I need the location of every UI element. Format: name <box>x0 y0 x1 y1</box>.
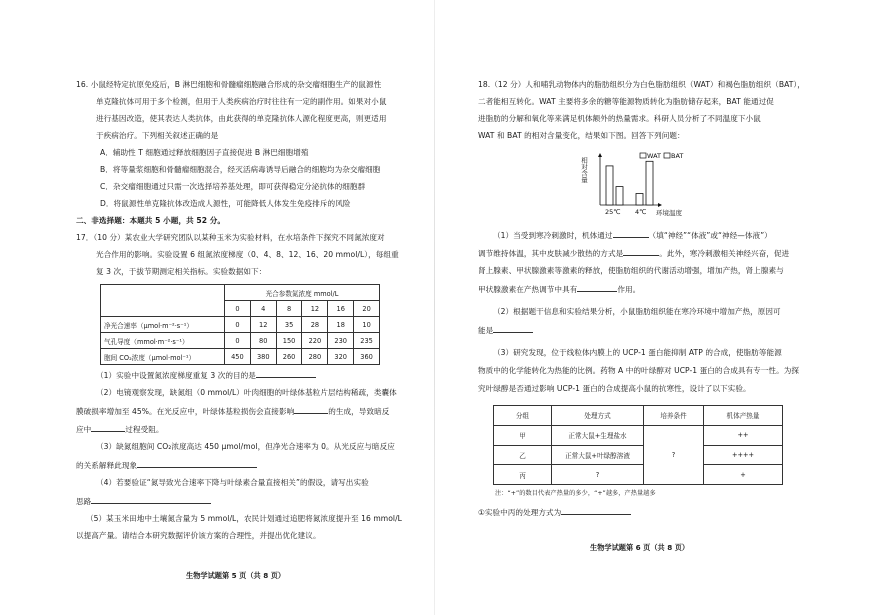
table-main-header: 光合参数氮浓度 mmol/L <box>225 285 380 301</box>
heat-cell: ++++ <box>704 445 783 465</box>
q18-text: 作用。 <box>617 285 641 294</box>
table-cell: 260 <box>276 349 302 365</box>
x-tick-label: 4℃ <box>635 208 647 216</box>
q17-text: 的关系解释此现象 <box>76 461 138 470</box>
q17-part-4: （4）若要验证“氮导致光合速率下降与叶绿素合量直接相关”的假设，请写出实验 <box>96 478 369 487</box>
answer-blank <box>137 460 257 468</box>
table-cell: 450 <box>225 349 251 365</box>
q17-intro-2: 光合作用的影响。实验设置 6 组氮浓度梯度（0、4、8、12、16、20 mmol/L），每组重 <box>96 250 399 259</box>
table-cell: 12 <box>250 317 276 333</box>
q18-part-3-cont: 物质中的化学能转化为热能的比例。药物 A 中的叶绿醇对 UCP-1 蛋白的合成具有专一性。为探 <box>478 366 800 375</box>
q17-part-2: （2）电镜观察发现，缺氮组（0 mmol/L）叶肉细胞的叶绿体基粒片层结构稀疏，类囊体 <box>96 388 397 397</box>
q16-line-1: 16. 小鼠经特定抗原免疫后，B 淋巴细胞和骨髓瘤细胞融合形成的杂交瘤细胞生产的鼠源性 <box>76 80 382 89</box>
table-cell: 0 <box>225 333 251 349</box>
q16-line-2: 单克隆抗体可用于多个检测，但用于人类疾病治疗时往往有一定的副作用。如果对小鼠 <box>96 97 387 106</box>
q18-text: （填“神经”“体液”或“神经—体液”） <box>648 231 772 240</box>
x-axis-label: 环境温度 <box>656 209 682 217</box>
q16-option-d: D．将鼠源性单克隆抗体改造成人源性，可能降低人体发生免疫排斥的风险 <box>100 199 351 208</box>
q16-option-c: C．杂交瘤细胞通过只需一次选择培养基处理，即可获得稳定分泌抗体的细胞群 <box>100 182 366 191</box>
q18-text: 。此外，寒冷刺激相关神经兴奋，促进 <box>659 249 790 258</box>
table-cell: 10 <box>354 317 380 333</box>
q17-part-3-cont <box>76 460 257 471</box>
q18-part-1-cont3 <box>478 284 640 295</box>
treatment-cell: 正常大鼠+生理盐水 <box>552 425 644 445</box>
table-cell: 28 <box>302 317 328 333</box>
table-row <box>494 465 783 485</box>
legend-swatch-wat <box>640 153 646 158</box>
legend-swatch-bat <box>664 153 670 158</box>
page-footer: 生物学试题第 5 页（共 8 页） <box>186 571 286 580</box>
table-cell: 380 <box>250 349 276 365</box>
q16-line-3: 进行基因改造，使其表达人类抗体，由此获得的单克隆抗体人源化程度更高，则更适用 <box>96 114 387 123</box>
bar-wat-1 <box>636 194 643 206</box>
row-label: 净光合速率（μmol·m⁻²·s⁻¹） <box>101 317 225 333</box>
q17-part-1-text: （1）实验中设置氮浓度梯度重复 3 次的目的是 <box>96 371 256 380</box>
q16-option-a: A．辅助性 T 细胞通过释放细胞因子直接促进 B 淋巴细胞增殖 <box>100 148 309 157</box>
column-header: 12 <box>302 301 328 317</box>
x-tick-label: 25℃ <box>605 208 621 216</box>
group-cell: 乙 <box>494 445 552 465</box>
q18-part-2-cont <box>478 325 533 336</box>
q17-part-4-cont <box>76 496 211 507</box>
q16-line-4: 于疾病治疗。下列相关叙述正确的是 <box>96 131 219 140</box>
heat-cell: + <box>704 465 783 485</box>
photosynthesis-data-table <box>100 284 380 365</box>
heat-cell: ++ <box>704 425 783 445</box>
q17-part-1 <box>96 370 316 381</box>
table-cell: 280 <box>302 349 328 365</box>
condition-cell <box>644 425 704 484</box>
x-tick-labels <box>605 208 646 216</box>
q16-option-b: B．将等量浆细胞和骨髓瘤细胞混合，经灭活病毒诱导后融合的细胞均为杂交瘤细胞 <box>100 165 381 174</box>
q18-part-1-cont2: 肾上腺素、甲状腺激素等激素的释放，使脂肪组织的代谢活动增强，增加产热，肾上腺素与 <box>478 266 784 275</box>
q17-intro-3: 复 3 次，于拔节期测定相关指标。实验数据如下： <box>96 267 267 276</box>
q17-text: 思路 <box>76 497 92 506</box>
answer-blank <box>493 325 533 333</box>
table-corner-cell <box>101 285 225 317</box>
experiment-design-table <box>493 405 783 485</box>
q18-part-1 <box>493 230 772 241</box>
table-cell: 0 <box>225 317 251 333</box>
column-header: 16 <box>328 301 354 317</box>
column-header: 4 <box>250 301 276 317</box>
condition-value: ? <box>671 450 676 459</box>
answer-blank <box>256 370 316 378</box>
y-axis-label: 相对含量 <box>580 157 588 183</box>
q17-part-3: （3）缺氮组胞间 CO₂浓度高达 450 μmol/mol，但净光合速率为 0。从光反应与暗反应 <box>96 442 395 451</box>
answer-blank <box>613 230 649 238</box>
table-row <box>101 349 380 365</box>
column-header: 处理方式 <box>552 406 644 426</box>
q18-intro-2: 二者能相互转化。WAT 主要将多余的糖等能源物质转化为脂肪储存起来，BAT 能通过促 <box>478 97 774 106</box>
table-cell: 235 <box>354 333 380 349</box>
answer-blank <box>577 284 617 292</box>
q17-text: 的生成，导致暗反 <box>328 407 390 416</box>
table-cell: 220 <box>302 333 328 349</box>
table-row <box>494 425 783 445</box>
q18-text: 调节维持体温，其中皮肤减少散热的方式是 <box>478 249 624 258</box>
column-header: 培养条件 <box>644 406 704 426</box>
bar-bat-0 <box>616 187 623 205</box>
q18-text: ①实验中丙的处理方式为 <box>478 508 562 517</box>
q18-last-question <box>478 507 631 518</box>
q17-text: 过程受阻。 <box>125 425 164 434</box>
q18-text: 甲状腺激素在产热调节中具有 <box>478 285 578 294</box>
table-cell: 35 <box>276 317 302 333</box>
legend-label-wat: WAT <box>647 152 661 160</box>
q18-text: （1）当受到寒冷刺激时，机体通过 <box>493 231 613 240</box>
q17-intro-1: 17．（10 分）某农业大学研究团队以某种玉米为实验材料，在水培条件下探究不同氮浓度对 <box>76 233 385 242</box>
q17-part-2-cont <box>76 406 389 417</box>
chart-legend <box>640 152 683 160</box>
q17-part-5-cont: 以提高产量。请结合本研究数据评价该方案的合理性，并提出优化建议。 <box>76 531 321 540</box>
q17-part-2-end <box>76 424 164 435</box>
q18-part-2: （2）根据题干信息和实验结果分析，小鼠脂肪组织能在寒冷环境中增加产热，原因可 <box>493 307 781 316</box>
answer-blank <box>91 424 125 432</box>
column-header: 20 <box>354 301 380 317</box>
row-label: 胞间 CO₂浓度（μmol·mol⁻¹） <box>101 349 225 365</box>
answer-blank <box>561 507 631 515</box>
table-row <box>494 445 783 465</box>
q18-part-1-cont <box>478 248 789 259</box>
q18-part-3-cont2: 究叶绿醇是否通过影响 UCP-1 蛋白的合成提高小鼠的抗寒性，设计了以下实验。 <box>478 384 751 393</box>
q17-text: 应中 <box>76 425 92 434</box>
treatment-cell: ? <box>552 465 644 485</box>
bar-wat-0 <box>606 166 613 205</box>
table-cell: 150 <box>276 333 302 349</box>
treatment-cell: 正常大鼠+叶绿醇溶液 <box>552 445 644 465</box>
table-row <box>101 317 380 333</box>
group-cell: 甲 <box>494 425 552 445</box>
page-footer: 生物学试题第 6 页（共 8 页） <box>590 543 690 552</box>
section-heading: 二、非选择题：本题共 5 小题，共 52 分。 <box>76 216 226 225</box>
q18-intro-1: 18.（12 分）人和哺乳动物体内的脂肪组织分为白色脂肪组织（WAT）和褐色脂肪组织（BAT）， <box>478 80 805 89</box>
q18-text: 能是 <box>478 326 494 335</box>
answer-blank <box>91 496 211 504</box>
bar-bat-1 <box>646 161 653 205</box>
legend-label-bat: BAT <box>671 152 684 160</box>
q17-text: 膜破损率增加至 45%。在光反应中，叶绿体基粒损伤会直接影响 <box>76 407 295 416</box>
q18-intro-4: WAT 和 BAT 的相对含量变化，结果如下图。回答下列问题： <box>478 131 685 140</box>
answer-blank <box>623 248 659 256</box>
y-axis-arrow-icon <box>598 153 602 157</box>
column-header: 分组 <box>494 406 552 426</box>
fat-content-bar-chart <box>578 147 698 219</box>
q17-part-5: （5）某玉米田地中土壤氮含量为 5 mmol/L，农民计划通过追肥将氮浓度提升至 16 mmol/L <box>86 514 402 523</box>
group-cell: 丙 <box>494 465 552 485</box>
column-header: 0 <box>225 301 251 317</box>
table-cell: 230 <box>328 333 354 349</box>
table-cell: 360 <box>354 349 380 365</box>
table-note: 注：“+”的数目代表产热量的多少，“+”越多，产热量越多 <box>495 490 656 497</box>
table-cell: 80 <box>250 333 276 349</box>
exam-page-6 <box>435 0 870 615</box>
column-header: 8 <box>276 301 302 317</box>
x-axis-arrow-icon <box>658 203 662 207</box>
column-header: 机体产热量 <box>704 406 783 426</box>
table-row <box>101 333 380 349</box>
q18-intro-3: 进脂肪的分解和氧化等来满足机体额外的热量需求。科研人员分析了不同温度下小鼠 <box>478 114 761 123</box>
table-cell: 320 <box>328 349 354 365</box>
row-label: 气孔导度（mmol·m⁻²·s⁻¹） <box>101 333 225 349</box>
bar-group <box>606 161 653 205</box>
answer-blank <box>294 406 328 414</box>
q18-part-3: （3）研究发现，位于线粒体内膜上的 UCP-1 蛋白能抑制 ATP 的合成，使脂肪等能源 <box>493 348 782 357</box>
table-cell: 18 <box>328 317 354 333</box>
